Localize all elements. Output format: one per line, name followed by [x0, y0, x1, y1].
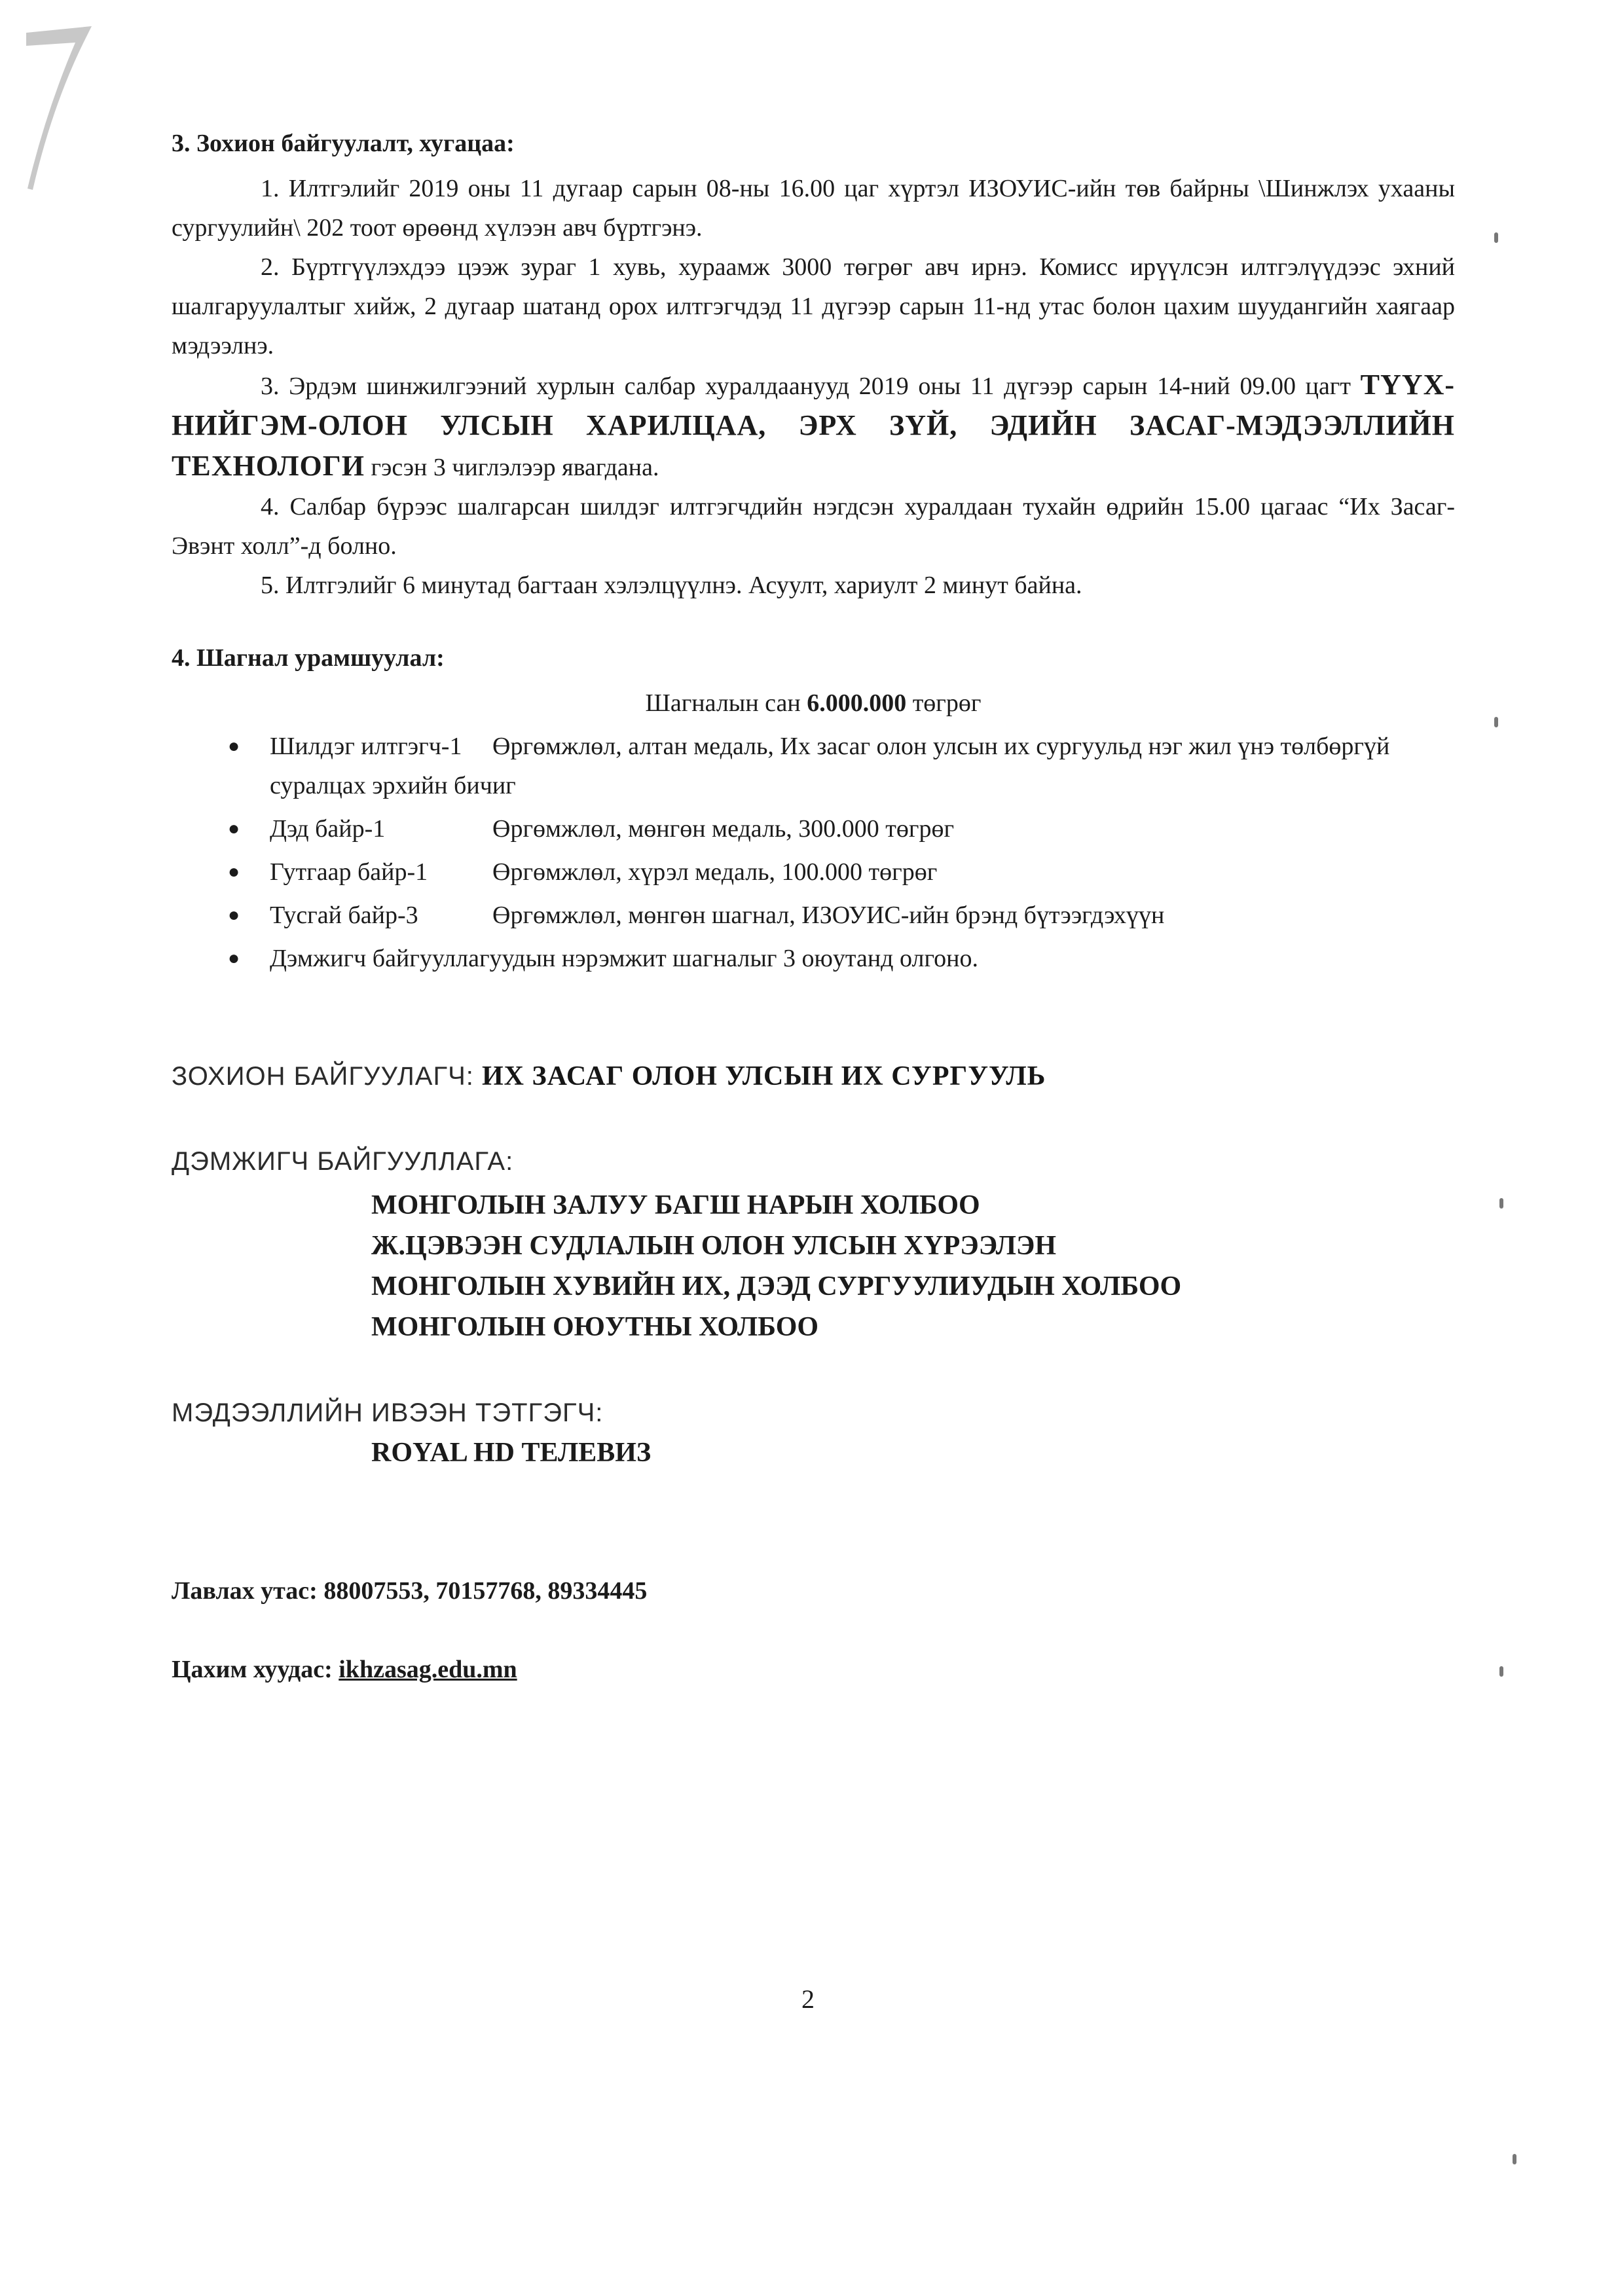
award-description: Өргөмжлөл, хүрэл медаль, 100.000 төгрөг: [492, 858, 938, 886]
document-page: [172, 124, 1455, 1689]
bullet-icon: ●: [228, 861, 240, 883]
phone-label: Лавлах утас:: [172, 1577, 324, 1605]
paragraph-4: 4. Салбар бүрээс шалгарсан шилдэг илтгэгчдийн нэгдсэн хуралдаан тухайн өдрийн 15.00 цагаас “Их Засаг- Эвэнт холл”-д болно.: [172, 493, 1455, 560]
bullet-icon: ●: [228, 735, 240, 757]
prize-fund-label: Шагналын сан: [645, 689, 807, 717]
supporters-list: [172, 1185, 1455, 1347]
organizer: [172, 1057, 1455, 1096]
supporter-item: МОНГОЛЫН ХУВИЙН ИХ, ДЭЭД СУРГУУЛИУДЫН ХОЛБОО: [371, 1271, 1182, 1302]
website-link[interactable]: ikhzasag.edu.mn: [339, 1656, 517, 1683]
organizer-name: ИХ ЗАСАГ ОЛОН УЛСЫН ИХ СУРГУУЛЬ: [482, 1061, 1046, 1091]
media-sponsor-name: ROYAL HD ТЕЛЕВИЗ: [371, 1438, 652, 1468]
award-name: Гутгаар байр-1: [270, 858, 428, 886]
media-sponsor-label: МЭДЭЭЛЛИЙН ИВЭЭН ТЭТГЭГЧ:: [172, 1398, 604, 1427]
scan-speck: [1499, 1666, 1503, 1677]
prize-fund-amount: 6.000.000: [807, 689, 907, 717]
contact-phone: [172, 1571, 1455, 1611]
scan-mark: [13, 13, 98, 196]
section-awards: [172, 639, 1455, 978]
paragraph-3-text: 3. Эрдэм шинжилгээний хурлын салбар хуралдаанууд 2019 оны 11 дүгээр сарын 14-ний 09.00 цагт: [261, 373, 1361, 400]
award-name: Шилдэг илтгэгч-1: [270, 733, 462, 760]
list-item: [172, 809, 1455, 848]
supporters-label: ДЭМЖИГЧ БАЙГУУЛЛАГА:: [172, 1147, 514, 1176]
contact-website: [172, 1650, 1455, 1689]
bullet-icon: ●: [228, 904, 240, 926]
award-name: Дэд байр-1: [270, 815, 386, 843]
paragraph-1: 1. Илтгэлийг 2019 оны 11 дугаар сарын 08-ны 16.00 цаг хүртэл ИЗОУИС-ийн төв байрны \Шинжлэх ухааны сургуулийн\ 202 тоот өрөөнд хүлээн авч бүртгэнэ.: [172, 175, 1455, 242]
paragraph-3: [172, 365, 1455, 487]
award-description: Өргөмжлөл, мөнгөн медаль, 300.000 төгрөг: [492, 815, 955, 843]
section-organization: [172, 124, 1455, 605]
awards-list: [172, 727, 1455, 978]
bullet-icon: ●: [228, 818, 240, 839]
list-item: [172, 896, 1455, 935]
award-description: Дэмжигч байгууллагуудын нэрэмжит шагналыг 3 оюутанд олгоно.: [270, 945, 978, 972]
organizer-label: ЗОХИОН БАЙГУУЛАГЧ:: [172, 1062, 482, 1091]
scan-speck: [1513, 2154, 1516, 2164]
list-item: [172, 727, 1455, 805]
paragraph-5: 5. Илтгэлийг 6 минутад багтаан хэлэлцүүлнэ. Асуулт, хариулт 2 минут байна.: [261, 572, 1082, 599]
scan-speck: [1499, 1198, 1503, 1209]
award-description: Өргөмжлөл, алтан медаль, Их засаг олон улсын их сургуульд нэг жил үнэ төлбөргүй суралцах эрхийн бичиг: [270, 733, 1390, 799]
list-item: [172, 939, 1455, 978]
award-name: Тусгай байр-3: [270, 902, 418, 929]
website-label: Цахим хуудас:: [172, 1656, 339, 1683]
phone-numbers: 88007553, 70157768, 89334445: [323, 1577, 648, 1605]
supporter-item: Ж.ЦЭВЭЭН СУДЛАЛЫН ОЛОН УЛСЫН ХҮРЭЭЛЭН: [371, 1231, 1057, 1261]
supporter-item: МОНГОЛЫН ОЮУТНЫ ХОЛБОО: [371, 1312, 819, 1342]
scan-speck: [1494, 717, 1498, 727]
paragraph-2: 2. Бүртгүүлэхдээ цээж зураг 1 хувь, хураамж 3000 төгрөг авч ирнэ. Комисс ирүүлсэн илтгэлүүдээс эхний шалгаруулалтыг хийж, 2 дугаар шатанд орох илтгэгчдэд 11 дүгээр сарын 11-нд утас болон цахим шуудангийн хаягаар мэдээлнэ.: [172, 253, 1455, 359]
section-4-heading: 4. Шагнал урамшуулал:: [172, 644, 445, 672]
prize-fund: [172, 683, 1455, 723]
supporter-item: МОНГОЛЫН ЗАЛУУ БАГШ НАРЫН ХОЛБОО: [371, 1190, 980, 1220]
page-number: 2: [801, 1984, 815, 2014]
session-directions: ТҮҮХ-НИЙГЭМ-ОЛОН УЛСЫН ХАРИЛЦАА, ЭРХ ЗҮЙ, ЭДИЙН ЗАСАГ-МЭДЭЭЛЛИЙН ТЕХНОЛОГИ: [172, 369, 1455, 482]
award-description: Өргөмжлөл, мөнгөн шагнал, ИЗОУИС-ийн брэнд бүтээгдэхүүн: [492, 902, 1165, 929]
bullet-icon: ●: [228, 947, 240, 969]
scan-speck: [1494, 232, 1498, 243]
section-3-heading: 3. Зохион байгуулалт, хугацаа:: [172, 130, 515, 157]
prize-fund-unit: төгрөг: [906, 689, 982, 717]
list-item: [172, 852, 1455, 892]
paragraph-3-end: гэсэн 3 чиглэлээр явагдана.: [364, 454, 659, 481]
